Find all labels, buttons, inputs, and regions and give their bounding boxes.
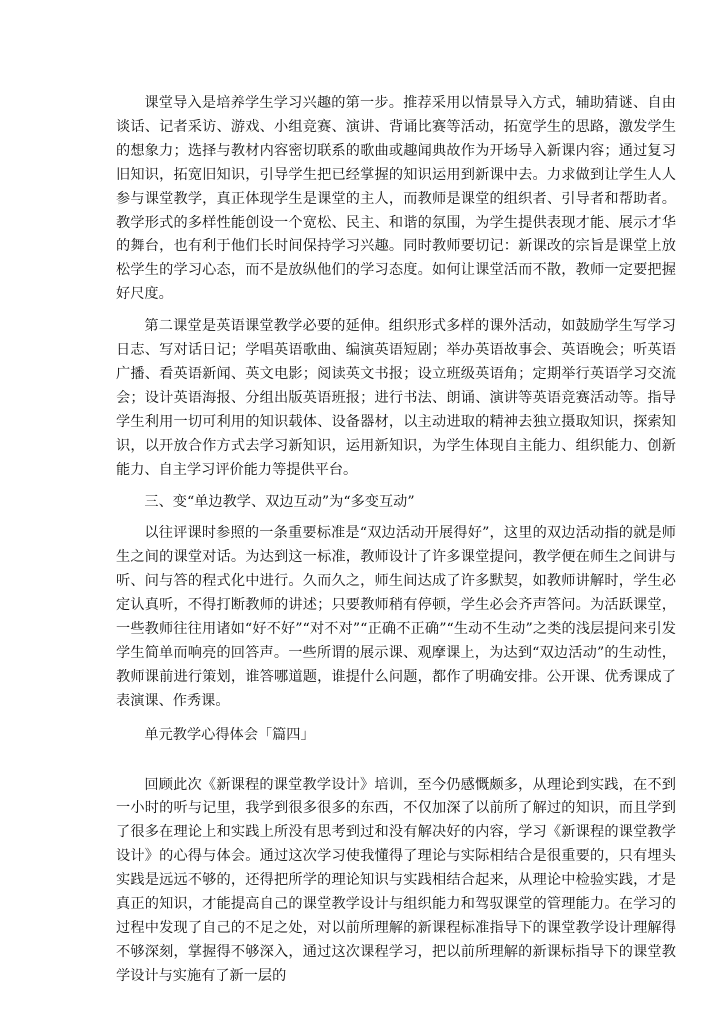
section-heading-part-four: 单元教学心得体会「篇四」 xyxy=(144,726,315,743)
paragraph-spacer xyxy=(116,748,676,774)
paragraph-spacer xyxy=(116,714,676,724)
paragraph-spacer xyxy=(116,307,676,315)
paragraph-spacer xyxy=(116,514,676,522)
paragraph-two-way-interaction: 以往评课时参照的一条重要标准是“双边活动开展得好”，这里的双边活动指的就是师生之间的课堂对话。为达到这一标准，教师设计了许多课堂提问，教学便在师生之间讲与听、问与答的程式化中进行。久而久之，师生间达成了许多默契，如教师讲解时，学生必定认真听，不得打断教师的讲述；只要教师稍有停顿，学生必会齐声答问。为活跃课堂，一些教师往往用诸如“好不好”“对不对”“正确不正确”“生动不生动”之类的浅层提问来引发学生简单而响亮的回答声。一些所谓的展示课、观摩课上，为达到“双边活动”的生动性，教师课前进行策划，谁答哪道题，谁提什么问题，都作了明确安排。公开课、优秀课成了表演课、作秀课。 xyxy=(116,525,676,709)
paragraph-second-classroom: 第二课堂是英语课堂教学必要的延伸。组织形式多样的课外活动，如鼓励学生写学习日志、写对话日记；学唱英语歌曲、编演英语短剧；举办英语故事会、英语晚会；听英语广播、看英语新闻、英文电影；阅读英文书报；设立班级英语角；定期举行英语学习交流会；设计英语海报、分组出版英语班报；进行书法、朗诵、演讲等英语竞赛活动等。指导学生利用一切可利用的知识载体、设备器材，以主动进取的精神去独立摄取知识，探索知识，以开放合作方式去学习新知识，运用新知识，为学生体现自主能力、组织能力、创新能力、自主学习评价能力等提供平台。 xyxy=(116,318,676,478)
paragraph-spacer xyxy=(116,483,676,491)
document-page xyxy=(116,92,676,989)
paragraph-classroom-introduction: 课堂导入是培养学生学习兴趣的第一步。推荐采用以情景导入方式，辅助猜谜、自由谈话、记者采访、游戏、小组竞赛、演讲、背诵比赛等活动，拓宽学生的思路，激发学生的想象力；选择与教材内容密切联系的歌曲或趣闻典故作为开场导入新课内容；通过复习旧知识，拓宽旧知识，引导学生把已经掌握的知识运用到新课中去。力求做到让学生人人参与课堂教学，真正体现学生是课堂的主人，而教师是课堂的组织者、引导者和帮助者。教学形式的多样性能创设一个宽松、民主、和谐的氛围，为学生提供表现才能、展示才华的舞台，也有利于他们长时间保持学习兴趣。同时教师要切记：新课改的宗旨是课堂上放松学生的学习心态，而不是放纵他们的学习态度。如何让课堂活而不散，教师一定要把握好尺度。 xyxy=(116,95,676,303)
paragraph-training-reflection: 回顾此次《新课程的课堂教学设计》培训，至今仍感慨颇多，从理论到实践，在不到一小时的听与记里，我学到很多很多的东西，不仅加深了以前所了解过的知识，而且学到了很多在理论上和实践上所没有思考到过和没有解决好的内容，学习《新课程的课堂教学设计》的心得与体会。通过这次学习使我懂得了理论与实际相结合是很重要的，只有埋头实践是远远不够的，还得把所学的理论知识与实践相结合起来，从理论中检验实践，才是真正的知识，才能提高自己的课堂教学设计与组织能力和驾驭课堂的管理能力。在学习的过程中发现了自己的不足之处，对以前所理解的新课程标准指导下的课堂教学设计理解得不够深刻，掌握得不够深入，通过这次课程学习，把以前所理解的新课标指导下的课堂教学设计与实施有了新一层的 xyxy=(116,776,676,984)
section-heading-three: 三、变“单边教学、双边互动”为“多变互动” xyxy=(144,493,415,510)
